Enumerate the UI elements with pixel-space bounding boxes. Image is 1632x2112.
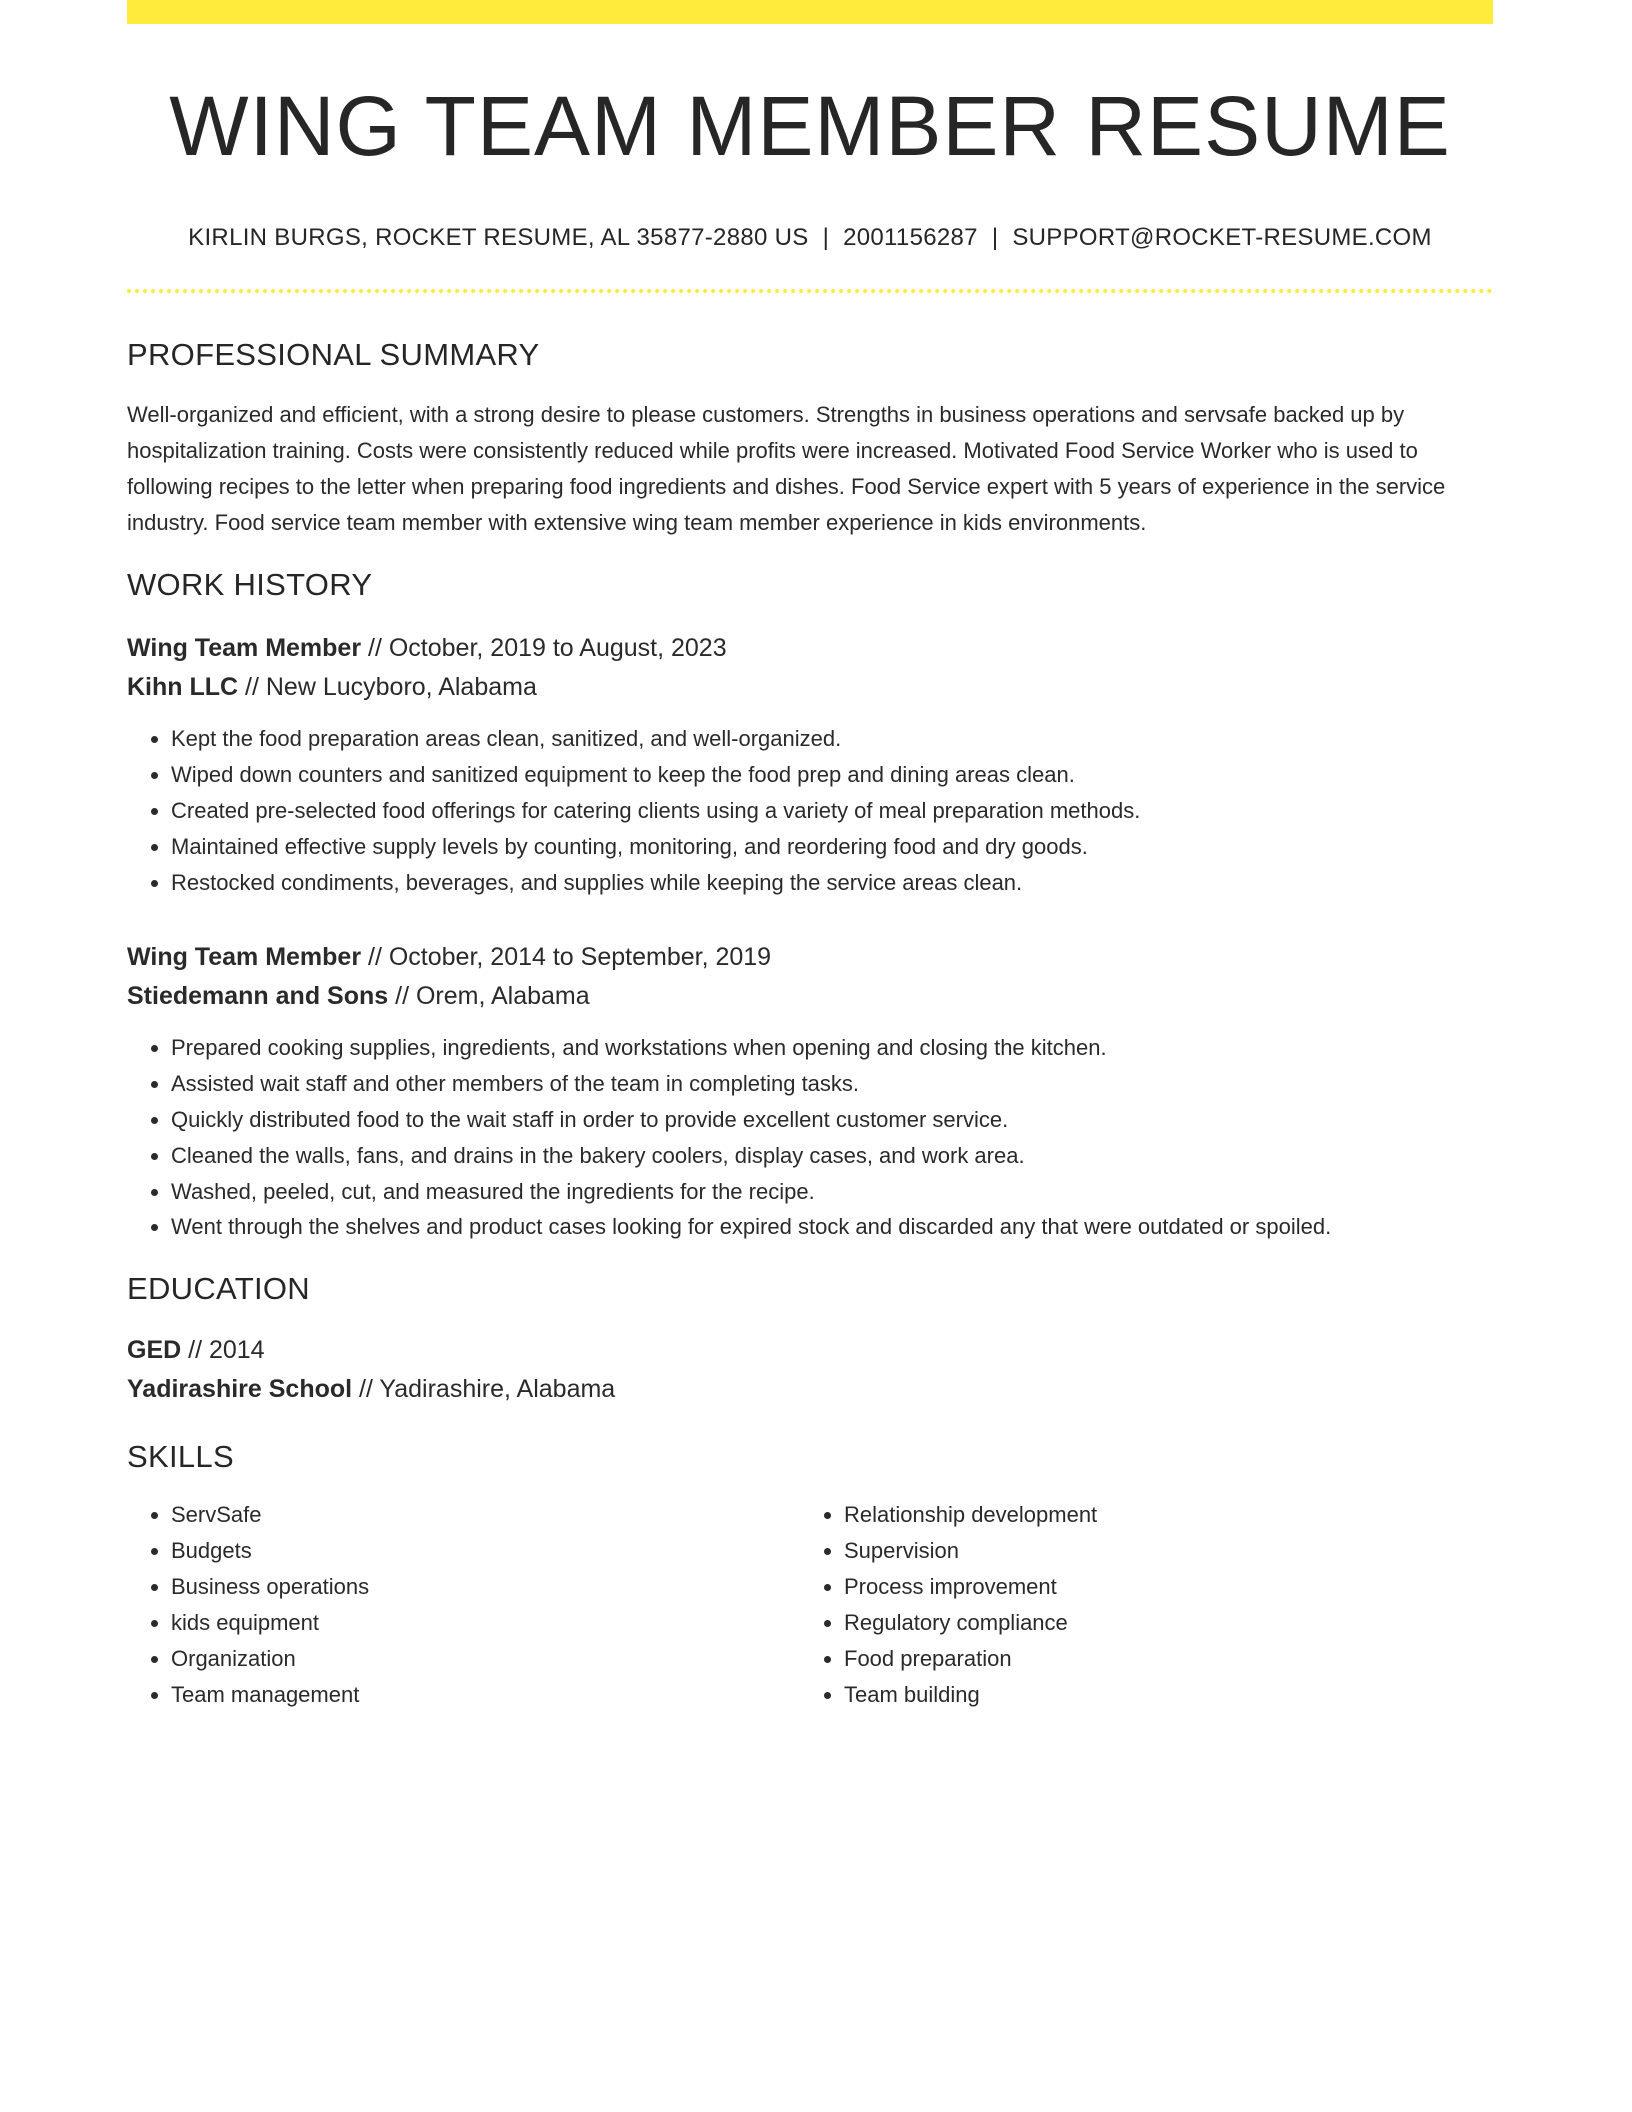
accent-top-bar	[127, 0, 1493, 24]
job-duty: • Wiped down counters and sanitized equipment to keep the food prep and dining areas clean.	[171, 757, 1493, 793]
contact-email[interactable]: SUPPORT@ROCKET-RESUME.COM	[1012, 224, 1432, 252]
skill-item: • Food preparation	[844, 1641, 1473, 1677]
skill-item: • kids equipment	[171, 1605, 800, 1641]
job-duty: • Kept the food preparation areas clean, sanitized, and well-organized.	[171, 721, 1493, 757]
education-degree-line	[127, 1331, 1493, 1370]
skill-item: • ServSafe	[171, 1497, 800, 1533]
job-title-line	[127, 938, 1493, 977]
contact-phone: 2001156287	[843, 224, 978, 252]
job-company: Stiedemann and Sons	[127, 982, 389, 1011]
skill-item: • Regulatory compliance	[844, 1605, 1473, 1641]
skills-list-left	[127, 1497, 800, 1713]
work-history-heading: WORK HISTORY	[127, 567, 373, 603]
skill-item: • Business operations	[171, 1569, 800, 1605]
education-school: Yadirashire School	[127, 1375, 353, 1404]
education-school-line	[127, 1370, 1493, 1409]
job-duty: • Assisted wait staff and other members of the team in completing tasks.	[171, 1066, 1493, 1102]
contact-separator: |	[991, 224, 999, 252]
job-duty: • Created pre-selected food offerings for catering clients using a variety of meal preparation methods.	[171, 793, 1493, 829]
skill-item: • Relationship development	[844, 1497, 1473, 1533]
job-entry	[127, 938, 1493, 1245]
job-duty: • Went through the shelves and product cases looking for expired stock and discarded any that were outdated or spoiled.	[171, 1209, 1493, 1245]
education-heading: EDUCATION	[127, 1271, 310, 1307]
job-title-line	[127, 629, 1493, 668]
skill-item: • Process improvement	[844, 1569, 1473, 1605]
job-company: Kihn LLC	[127, 673, 239, 702]
skill-item: • Team building	[844, 1677, 1473, 1713]
skills-columns	[127, 1497, 1493, 1713]
job-dates: // October, 2014 to September, 2019	[361, 943, 772, 972]
job-company-line	[127, 977, 1493, 1016]
skill-item: • Organization	[171, 1641, 800, 1677]
skill-item: • Supervision	[844, 1533, 1473, 1569]
job-duty: • Prepared cooking supplies, ingredients, and workstations when opening and closing the kitchen.	[171, 1030, 1493, 1066]
contact-address: KIRLIN BURGS, ROCKET RESUME, AL 35877-2880 US	[188, 224, 809, 252]
job-title: Wing Team Member	[127, 634, 362, 663]
skill-item: • Team management	[171, 1677, 800, 1713]
job-entry	[127, 629, 1493, 900]
job-location: // Orem, Alabama	[388, 982, 590, 1011]
summary-text: Well-organized and efficient, with a strong desire to please customers. Strengths in business operations and servsafe backed up by hospitalization training. Costs were consistently reduced while profits were increased. Motivated Food Service Worker who is used to following recipes to the letter when preparing food ingredients and dishes. Food Service expert with 5 years of experience in the service industry. Food service team member with extensive wing team member experience in kids environments.	[127, 402, 1446, 536]
job-duty: • Quickly distributed food to the wait staff in order to provide excellent customer service.	[171, 1102, 1493, 1138]
job-duties-list	[127, 721, 1493, 900]
education-degree: GED	[127, 1336, 182, 1365]
job-company-line	[127, 668, 1493, 707]
job-location: // New Lucyboro, Alabama	[238, 673, 537, 702]
skill-item: • Budgets	[171, 1533, 800, 1569]
summary-heading: PROFESSIONAL SUMMARY	[127, 337, 540, 373]
job-duty: • Washed, peeled, cut, and measured the ingredients for the recipe.	[171, 1174, 1493, 1210]
job-title: Wing Team Member	[127, 943, 362, 972]
education-entry	[127, 1331, 1493, 1409]
resume-title: WING TEAM MEMBER RESUME	[169, 79, 1451, 173]
contact-line	[127, 224, 1493, 252]
skills-heading: SKILLS	[127, 1439, 234, 1475]
contact-separator: |	[822, 224, 830, 252]
dotted-divider	[127, 289, 1493, 293]
education-location: // Yadirashire, Alabama	[352, 1375, 616, 1404]
job-duty: • Restocked condiments, beverages, and supplies while keeping the service areas clean.	[171, 865, 1493, 901]
resume-page	[127, 0, 1493, 1713]
skills-list-right	[800, 1497, 1473, 1713]
job-duty: • Maintained effective supply levels by counting, monitoring, and reordering food and dry goods.	[171, 829, 1493, 865]
job-duties-list	[127, 1030, 1493, 1245]
education-year: // 2014	[181, 1336, 265, 1365]
job-dates: // October, 2019 to August, 2023	[361, 634, 727, 663]
job-duty: • Cleaned the walls, fans, and drains in the bakery coolers, display cases, and work area.	[171, 1138, 1493, 1174]
